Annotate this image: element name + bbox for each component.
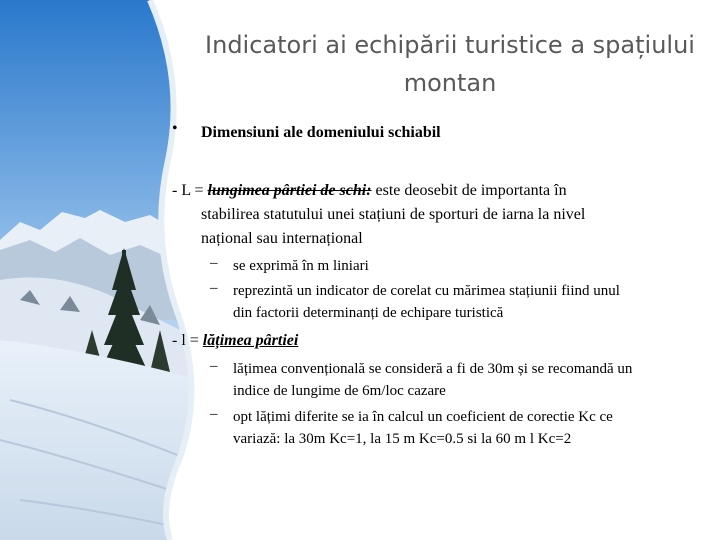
L-sub-item-2b: din factorii determinanți de echipare turistică [233, 305, 504, 321]
L-sub-item-1: se exprimă în m liniari [233, 258, 369, 274]
bullet-icon: • [172, 120, 178, 137]
dash-icon: – [210, 406, 218, 422]
L-paragraph-line-2: stabilirea statutului unei stațiuni de sporturi de iarna la nivel [201, 206, 586, 223]
l-sub-item-2b: variază: la 30m Kc=1, la 15 m Kc=0.5 si la 60 m l Kc=2 [233, 431, 572, 447]
l-prefix: - l = [172, 332, 203, 349]
L-prefix: - L = [172, 182, 208, 199]
l-sub-item-2a: opt lățimi diferite se ia în calcul un coeficient de corectie Kc ce [233, 409, 613, 425]
dash-icon: – [210, 280, 218, 296]
L-paragraph-line-3: național sau internațional [201, 230, 363, 247]
dash-icon: – [210, 255, 218, 271]
l-sub-item-1a: lățimea convențională se consideră a fi de 30m și se recomandă un [233, 361, 633, 377]
L-desc-1: este deosebit de importanta în [371, 182, 567, 199]
section-heading: Dimensiuni ale domeniului schiabil [201, 124, 441, 141]
L-term: lungimea pârtiei de schi: [207, 182, 372, 199]
l-term: lățimea pârtiei [202, 332, 299, 349]
L-paragraph-line-1 [172, 179, 567, 203]
title-line-2: montan [403, 69, 497, 97]
L-sub-item-2a: reprezintă un indicator de corelat cu mărimea stațiunii fiind unul [233, 283, 620, 299]
dash-icon: – [210, 358, 218, 374]
title-line-1: Indicatori ai echipării turistice a spațiului [205, 31, 695, 59]
l-sub-item-1b: indice de lungime de 6m/loc cazare [233, 383, 446, 399]
l-paragraph-line [172, 329, 298, 353]
